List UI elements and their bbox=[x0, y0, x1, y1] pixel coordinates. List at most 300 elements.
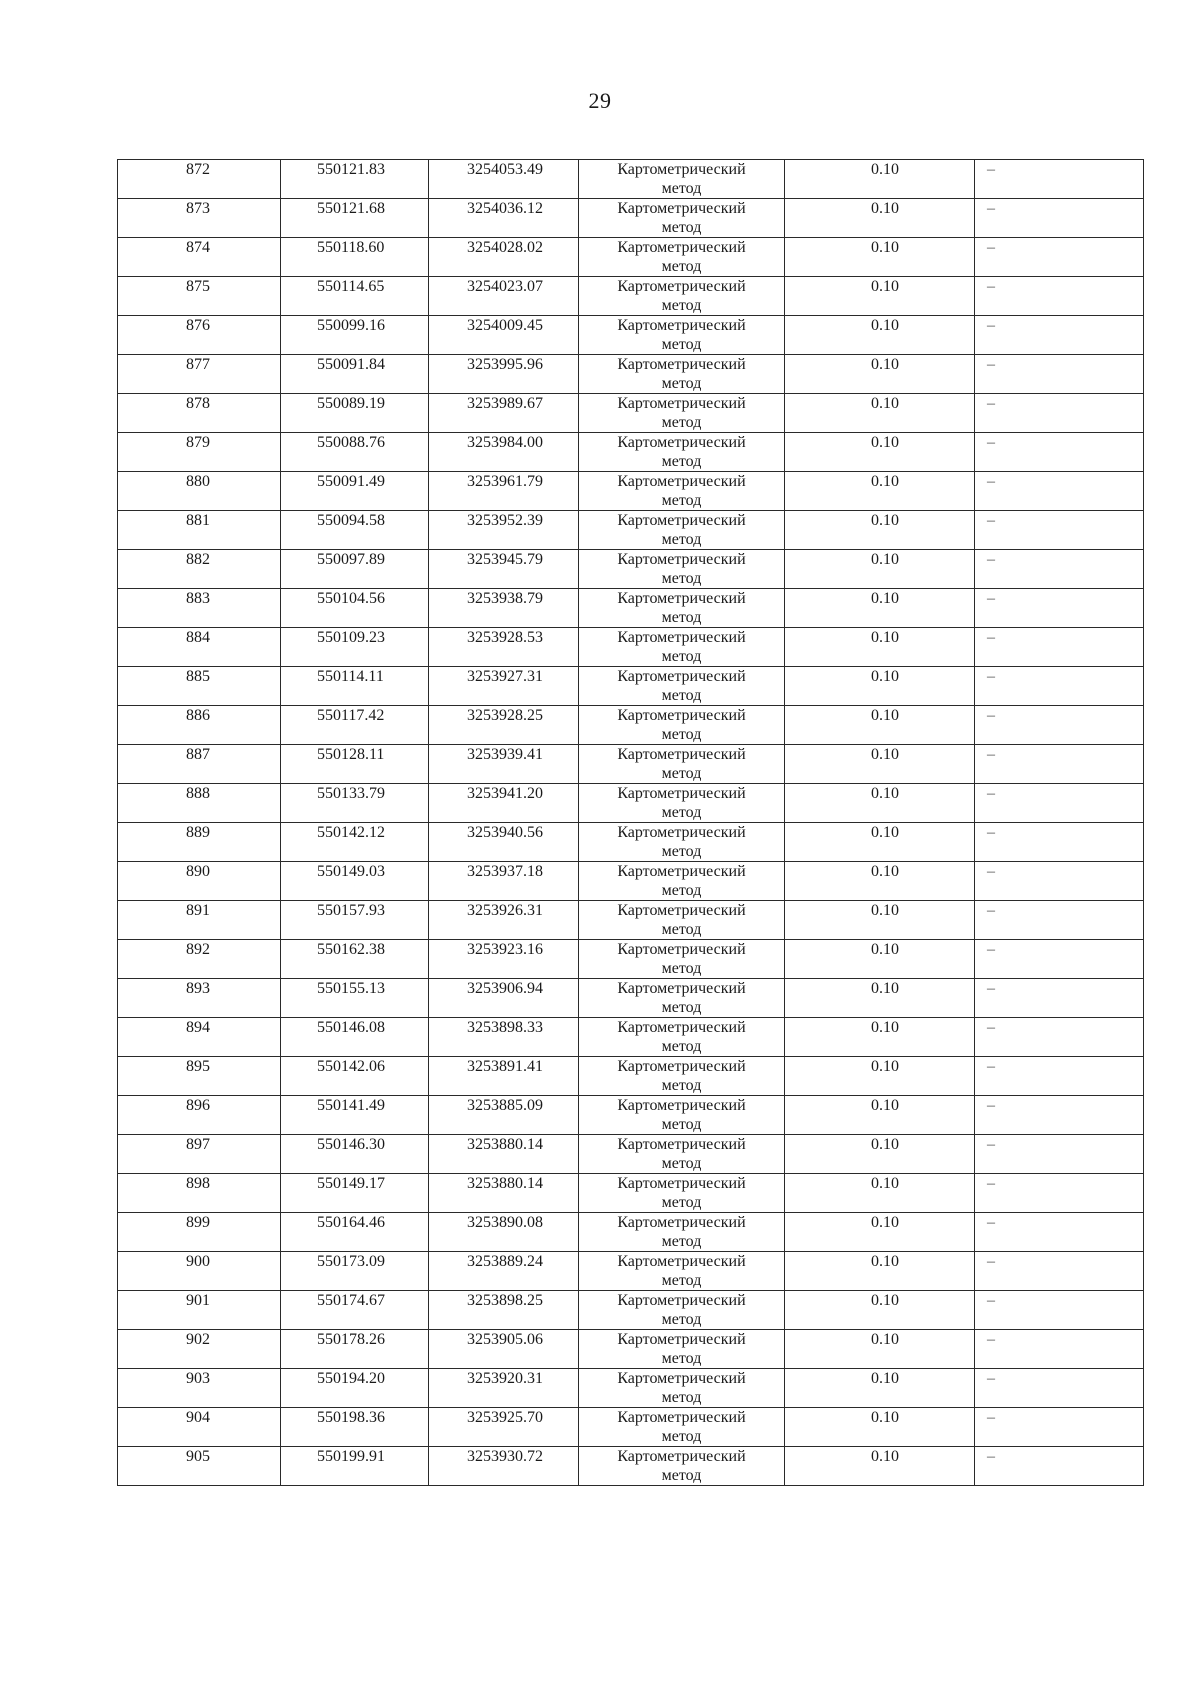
method-line-1: Картометрический bbox=[617, 1409, 746, 1426]
y-coordinate-cell: 3254053.49 bbox=[429, 160, 579, 199]
accuracy-cell: 0.10 bbox=[785, 784, 975, 823]
method-cell bbox=[579, 1252, 785, 1291]
point-number-cell: 890 bbox=[118, 862, 281, 901]
x-coordinate-cell: 550099.16 bbox=[281, 316, 429, 355]
table-row bbox=[118, 472, 1144, 511]
accuracy-cell: 0.10 bbox=[785, 589, 975, 628]
method-cell bbox=[579, 472, 785, 511]
method-line-1: Картометрический bbox=[617, 356, 746, 373]
x-coordinate-cell: 550142.06 bbox=[281, 1057, 429, 1096]
method-cell bbox=[579, 745, 785, 784]
method-line-2: метод bbox=[661, 297, 702, 314]
note-cell: – bbox=[975, 511, 1144, 550]
method-line-2: метод bbox=[661, 1467, 702, 1484]
note-cell: – bbox=[975, 199, 1144, 238]
accuracy-cell: 0.10 bbox=[785, 667, 975, 706]
point-number-cell: 897 bbox=[118, 1135, 281, 1174]
method-line-1: Картометрический bbox=[617, 824, 746, 841]
x-coordinate-cell: 550194.20 bbox=[281, 1369, 429, 1408]
x-coordinate-cell: 550114.11 bbox=[281, 667, 429, 706]
accuracy-cell: 0.10 bbox=[785, 1447, 975, 1486]
method-line-1: Картометрический bbox=[617, 200, 746, 217]
method-line-2: метод bbox=[661, 492, 702, 509]
table-row bbox=[118, 940, 1144, 979]
method-line-1: Картометрический bbox=[617, 551, 746, 568]
table-row bbox=[118, 1252, 1144, 1291]
note-cell: – bbox=[975, 394, 1144, 433]
point-number-cell: 888 bbox=[118, 784, 281, 823]
method-line-2: метод bbox=[661, 570, 702, 587]
note-cell: – bbox=[975, 1369, 1144, 1408]
x-coordinate-cell: 550088.76 bbox=[281, 433, 429, 472]
point-number-cell: 898 bbox=[118, 1174, 281, 1213]
note-cell: – bbox=[975, 238, 1144, 277]
point-number-cell: 878 bbox=[118, 394, 281, 433]
accuracy-cell: 0.10 bbox=[785, 511, 975, 550]
method-cell bbox=[579, 901, 785, 940]
method-line-1: Картометрический bbox=[617, 434, 746, 451]
x-coordinate-cell: 550117.42 bbox=[281, 706, 429, 745]
y-coordinate-cell: 3253880.14 bbox=[429, 1135, 579, 1174]
point-number-cell: 892 bbox=[118, 940, 281, 979]
method-cell bbox=[579, 784, 785, 823]
x-coordinate-cell: 550091.84 bbox=[281, 355, 429, 394]
accuracy-cell: 0.10 bbox=[785, 1408, 975, 1447]
method-cell bbox=[579, 1096, 785, 1135]
table-row bbox=[118, 979, 1144, 1018]
point-number-cell: 887 bbox=[118, 745, 281, 784]
x-coordinate-cell: 550146.30 bbox=[281, 1135, 429, 1174]
method-line-1: Картометрический bbox=[617, 629, 746, 646]
method-line-1: Картометрический bbox=[617, 161, 746, 178]
point-number-cell: 872 bbox=[118, 160, 281, 199]
method-cell bbox=[579, 589, 785, 628]
note-cell: – bbox=[975, 1057, 1144, 1096]
method-cell bbox=[579, 1408, 785, 1447]
y-coordinate-cell: 3253923.16 bbox=[429, 940, 579, 979]
note-cell: – bbox=[975, 160, 1144, 199]
method-line-2: метод bbox=[661, 1038, 702, 1055]
x-coordinate-cell: 550162.38 bbox=[281, 940, 429, 979]
y-coordinate-cell: 3253939.41 bbox=[429, 745, 579, 784]
point-number-cell: 873 bbox=[118, 199, 281, 238]
method-line-1: Картометрический bbox=[617, 278, 746, 295]
table-row bbox=[118, 1369, 1144, 1408]
table-row bbox=[118, 1096, 1144, 1135]
method-cell bbox=[579, 706, 785, 745]
note-cell: – bbox=[975, 979, 1144, 1018]
table-row bbox=[118, 1135, 1144, 1174]
accuracy-cell: 0.10 bbox=[785, 1330, 975, 1369]
accuracy-cell: 0.10 bbox=[785, 706, 975, 745]
method-cell bbox=[579, 160, 785, 199]
y-coordinate-cell: 3253925.70 bbox=[429, 1408, 579, 1447]
y-coordinate-cell: 3254036.12 bbox=[429, 199, 579, 238]
table-row bbox=[118, 862, 1144, 901]
point-number-cell: 889 bbox=[118, 823, 281, 862]
point-number-cell: 899 bbox=[118, 1213, 281, 1252]
method-line-1: Картометрический bbox=[617, 1097, 746, 1114]
note-cell: – bbox=[975, 1018, 1144, 1057]
table-row bbox=[118, 1018, 1144, 1057]
point-number-cell: 886 bbox=[118, 706, 281, 745]
accuracy-cell: 0.10 bbox=[785, 433, 975, 472]
method-line-2: метод bbox=[661, 1311, 702, 1328]
method-line-2: метод bbox=[661, 921, 702, 938]
note-cell: – bbox=[975, 706, 1144, 745]
method-line-1: Картометрический bbox=[617, 1214, 746, 1231]
note-cell: – bbox=[975, 1408, 1144, 1447]
note-cell: – bbox=[975, 1330, 1144, 1369]
x-coordinate-cell: 550091.49 bbox=[281, 472, 429, 511]
y-coordinate-cell: 3253995.96 bbox=[429, 355, 579, 394]
method-line-2: метод bbox=[661, 1155, 702, 1172]
table-row bbox=[118, 433, 1144, 472]
y-coordinate-cell: 3253880.14 bbox=[429, 1174, 579, 1213]
x-coordinate-cell: 550118.60 bbox=[281, 238, 429, 277]
accuracy-cell: 0.10 bbox=[785, 355, 975, 394]
x-coordinate-cell: 550142.12 bbox=[281, 823, 429, 862]
table-row bbox=[118, 355, 1144, 394]
coordinates-table-body bbox=[118, 160, 1144, 1486]
method-line-1: Картометрический bbox=[617, 1019, 746, 1036]
method-cell bbox=[579, 316, 785, 355]
method-cell bbox=[579, 199, 785, 238]
note-cell: – bbox=[975, 1135, 1144, 1174]
accuracy-cell: 0.10 bbox=[785, 1291, 975, 1330]
note-cell: – bbox=[975, 1447, 1144, 1486]
accuracy-cell: 0.10 bbox=[785, 745, 975, 784]
coordinates-table bbox=[117, 159, 1144, 1486]
table-row bbox=[118, 589, 1144, 628]
table-row bbox=[118, 1447, 1144, 1486]
note-cell: – bbox=[975, 940, 1144, 979]
table-row bbox=[118, 667, 1144, 706]
method-cell bbox=[579, 862, 785, 901]
method-cell bbox=[579, 1213, 785, 1252]
method-cell bbox=[579, 277, 785, 316]
table-row bbox=[118, 394, 1144, 433]
y-coordinate-cell: 3253920.31 bbox=[429, 1369, 579, 1408]
method-line-1: Картометрический bbox=[617, 785, 746, 802]
y-coordinate-cell: 3253927.31 bbox=[429, 667, 579, 706]
y-coordinate-cell: 3254023.07 bbox=[429, 277, 579, 316]
table-row bbox=[118, 706, 1144, 745]
method-line-1: Картометрический bbox=[617, 902, 746, 919]
method-cell bbox=[579, 550, 785, 589]
method-line-2: метод bbox=[661, 531, 702, 548]
point-number-cell: 901 bbox=[118, 1291, 281, 1330]
y-coordinate-cell: 3253898.33 bbox=[429, 1018, 579, 1057]
method-line-1: Картометрический bbox=[617, 746, 746, 763]
x-coordinate-cell: 550157.93 bbox=[281, 901, 429, 940]
point-number-cell: 876 bbox=[118, 316, 281, 355]
method-line-1: Картометрический bbox=[617, 395, 746, 412]
point-number-cell: 896 bbox=[118, 1096, 281, 1135]
accuracy-cell: 0.10 bbox=[785, 238, 975, 277]
y-coordinate-cell: 3253885.09 bbox=[429, 1096, 579, 1135]
accuracy-cell: 0.10 bbox=[785, 901, 975, 940]
table-row bbox=[118, 823, 1144, 862]
accuracy-cell: 0.10 bbox=[785, 1213, 975, 1252]
method-line-2: метод bbox=[661, 804, 702, 821]
accuracy-cell: 0.10 bbox=[785, 160, 975, 199]
method-cell bbox=[579, 1057, 785, 1096]
page-number: 29 bbox=[588, 88, 612, 113]
point-number-cell: 880 bbox=[118, 472, 281, 511]
point-number-cell: 894 bbox=[118, 1018, 281, 1057]
point-number-cell: 885 bbox=[118, 667, 281, 706]
x-coordinate-cell: 550121.68 bbox=[281, 199, 429, 238]
method-line-2: метод bbox=[661, 1116, 702, 1133]
note-cell: – bbox=[975, 1096, 1144, 1135]
x-coordinate-cell: 550114.65 bbox=[281, 277, 429, 316]
method-line-2: метод bbox=[661, 1077, 702, 1094]
y-coordinate-cell: 3253930.72 bbox=[429, 1447, 579, 1486]
method-line-1: Картометрический bbox=[617, 980, 746, 997]
method-line-1: Картометрический bbox=[617, 1331, 746, 1348]
method-line-1: Картометрический bbox=[617, 1370, 746, 1387]
y-coordinate-cell: 3253890.08 bbox=[429, 1213, 579, 1252]
point-number-cell: 881 bbox=[118, 511, 281, 550]
y-coordinate-cell: 3253938.79 bbox=[429, 589, 579, 628]
x-coordinate-cell: 550199.91 bbox=[281, 1447, 429, 1486]
x-coordinate-cell: 550121.83 bbox=[281, 160, 429, 199]
x-coordinate-cell: 550109.23 bbox=[281, 628, 429, 667]
method-cell bbox=[579, 1135, 785, 1174]
method-line-2: метод bbox=[661, 1233, 702, 1250]
table-row bbox=[118, 550, 1144, 589]
accuracy-cell: 0.10 bbox=[785, 550, 975, 589]
point-number-cell: 877 bbox=[118, 355, 281, 394]
x-coordinate-cell: 550133.79 bbox=[281, 784, 429, 823]
method-line-2: метод bbox=[661, 609, 702, 626]
method-cell bbox=[579, 433, 785, 472]
accuracy-cell: 0.10 bbox=[785, 1057, 975, 1096]
y-coordinate-cell: 3253984.00 bbox=[429, 433, 579, 472]
note-cell: – bbox=[975, 784, 1144, 823]
method-line-2: метод bbox=[661, 1350, 702, 1367]
x-coordinate-cell: 550155.13 bbox=[281, 979, 429, 1018]
accuracy-cell: 0.10 bbox=[785, 862, 975, 901]
accuracy-cell: 0.10 bbox=[785, 1135, 975, 1174]
x-coordinate-cell: 550128.11 bbox=[281, 745, 429, 784]
accuracy-cell: 0.10 bbox=[785, 472, 975, 511]
y-coordinate-cell: 3253906.94 bbox=[429, 979, 579, 1018]
x-coordinate-cell: 550198.36 bbox=[281, 1408, 429, 1447]
method-cell bbox=[579, 1291, 785, 1330]
y-coordinate-cell: 3254009.45 bbox=[429, 316, 579, 355]
y-coordinate-cell: 3253926.31 bbox=[429, 901, 579, 940]
y-coordinate-cell: 3253945.79 bbox=[429, 550, 579, 589]
table-row bbox=[118, 628, 1144, 667]
method-line-1: Картометрический bbox=[617, 707, 746, 724]
method-cell bbox=[579, 1369, 785, 1408]
method-line-1: Картометрический bbox=[617, 1448, 746, 1465]
point-number-cell: 879 bbox=[118, 433, 281, 472]
note-cell: – bbox=[975, 550, 1144, 589]
note-cell: – bbox=[975, 628, 1144, 667]
method-line-1: Картометрический bbox=[617, 1058, 746, 1075]
method-line-2: метод bbox=[661, 1194, 702, 1211]
y-coordinate-cell: 3253898.25 bbox=[429, 1291, 579, 1330]
x-coordinate-cell: 550164.46 bbox=[281, 1213, 429, 1252]
table-row bbox=[118, 901, 1144, 940]
accuracy-cell: 0.10 bbox=[785, 1096, 975, 1135]
method-cell bbox=[579, 823, 785, 862]
accuracy-cell: 0.10 bbox=[785, 1252, 975, 1291]
table-row bbox=[118, 316, 1144, 355]
note-cell: – bbox=[975, 823, 1144, 862]
method-line-2: метод bbox=[661, 375, 702, 392]
y-coordinate-cell: 3253905.06 bbox=[429, 1330, 579, 1369]
note-cell: – bbox=[975, 745, 1144, 784]
table-row bbox=[118, 160, 1144, 199]
method-line-1: Картометрический bbox=[617, 1292, 746, 1309]
point-number-cell: 875 bbox=[118, 277, 281, 316]
y-coordinate-cell: 3253989.67 bbox=[429, 394, 579, 433]
table-row bbox=[118, 511, 1144, 550]
method-line-2: метод bbox=[661, 843, 702, 860]
method-line-1: Картометрический bbox=[617, 512, 746, 529]
point-number-cell: 893 bbox=[118, 979, 281, 1018]
accuracy-cell: 0.10 bbox=[785, 628, 975, 667]
x-coordinate-cell: 550104.56 bbox=[281, 589, 429, 628]
accuracy-cell: 0.10 bbox=[785, 1018, 975, 1057]
point-number-cell: 895 bbox=[118, 1057, 281, 1096]
method-line-2: метод bbox=[661, 960, 702, 977]
accuracy-cell: 0.10 bbox=[785, 199, 975, 238]
method-line-2: метод bbox=[661, 999, 702, 1016]
table-row bbox=[118, 277, 1144, 316]
x-coordinate-cell: 550174.67 bbox=[281, 1291, 429, 1330]
note-cell: – bbox=[975, 1252, 1144, 1291]
method-line-1: Картометрический bbox=[617, 941, 746, 958]
table-row bbox=[118, 238, 1144, 277]
method-cell bbox=[579, 628, 785, 667]
y-coordinate-cell: 3253940.56 bbox=[429, 823, 579, 862]
table-row bbox=[118, 1330, 1144, 1369]
table-row bbox=[118, 784, 1144, 823]
table-row bbox=[118, 199, 1144, 238]
y-coordinate-cell: 3253889.24 bbox=[429, 1252, 579, 1291]
y-coordinate-cell: 3253928.53 bbox=[429, 628, 579, 667]
x-coordinate-cell: 550097.89 bbox=[281, 550, 429, 589]
method-cell bbox=[579, 355, 785, 394]
method-line-2: метод bbox=[661, 453, 702, 470]
x-coordinate-cell: 550141.49 bbox=[281, 1096, 429, 1135]
method-line-2: метод bbox=[661, 336, 702, 353]
method-line-1: Картометрический bbox=[617, 1136, 746, 1153]
table-row bbox=[118, 1057, 1144, 1096]
point-number-cell: 900 bbox=[118, 1252, 281, 1291]
note-cell: – bbox=[975, 667, 1144, 706]
point-number-cell: 904 bbox=[118, 1408, 281, 1447]
point-number-cell: 903 bbox=[118, 1369, 281, 1408]
method-cell bbox=[579, 1174, 785, 1213]
note-cell: – bbox=[975, 589, 1144, 628]
method-line-2: метод bbox=[661, 258, 702, 275]
x-coordinate-cell: 550149.03 bbox=[281, 862, 429, 901]
method-line-1: Картометрический bbox=[617, 863, 746, 880]
method-line-1: Картометрический bbox=[617, 1253, 746, 1270]
note-cell: – bbox=[975, 277, 1144, 316]
accuracy-cell: 0.10 bbox=[785, 823, 975, 862]
y-coordinate-cell: 3253961.79 bbox=[429, 472, 579, 511]
y-coordinate-cell: 3253928.25 bbox=[429, 706, 579, 745]
method-cell bbox=[579, 1447, 785, 1486]
table-row bbox=[118, 1174, 1144, 1213]
y-coordinate-cell: 3253937.18 bbox=[429, 862, 579, 901]
point-number-cell: 883 bbox=[118, 589, 281, 628]
note-cell: – bbox=[975, 472, 1144, 511]
x-coordinate-cell: 550089.19 bbox=[281, 394, 429, 433]
note-cell: – bbox=[975, 355, 1144, 394]
method-cell bbox=[579, 511, 785, 550]
method-cell bbox=[579, 940, 785, 979]
accuracy-cell: 0.10 bbox=[785, 394, 975, 433]
note-cell: – bbox=[975, 1174, 1144, 1213]
accuracy-cell: 0.10 bbox=[785, 277, 975, 316]
method-cell bbox=[579, 979, 785, 1018]
method-line-2: метод bbox=[661, 1428, 702, 1445]
y-coordinate-cell: 3253891.41 bbox=[429, 1057, 579, 1096]
accuracy-cell: 0.10 bbox=[785, 979, 975, 1018]
method-line-1: Картометрический bbox=[617, 668, 746, 685]
x-coordinate-cell: 550149.17 bbox=[281, 1174, 429, 1213]
table-row bbox=[118, 1291, 1144, 1330]
accuracy-cell: 0.10 bbox=[785, 316, 975, 355]
x-coordinate-cell: 550178.26 bbox=[281, 1330, 429, 1369]
method-line-2: метод bbox=[661, 882, 702, 899]
method-line-2: метод bbox=[661, 180, 702, 197]
accuracy-cell: 0.10 bbox=[785, 1174, 975, 1213]
note-cell: – bbox=[975, 433, 1144, 472]
method-cell bbox=[579, 667, 785, 706]
y-coordinate-cell: 3253941.20 bbox=[429, 784, 579, 823]
note-cell: – bbox=[975, 1213, 1144, 1252]
method-line-1: Картометрический bbox=[617, 473, 746, 490]
x-coordinate-cell: 550173.09 bbox=[281, 1252, 429, 1291]
table-row bbox=[118, 1408, 1144, 1447]
method-line-2: метод bbox=[661, 414, 702, 431]
table-row bbox=[118, 1213, 1144, 1252]
method-line-2: метод bbox=[661, 687, 702, 704]
method-line-2: метод bbox=[661, 219, 702, 236]
note-cell: – bbox=[975, 1291, 1144, 1330]
accuracy-cell: 0.10 bbox=[785, 940, 975, 979]
point-number-cell: 874 bbox=[118, 238, 281, 277]
x-coordinate-cell: 550094.58 bbox=[281, 511, 429, 550]
point-number-cell: 902 bbox=[118, 1330, 281, 1369]
method-cell bbox=[579, 1330, 785, 1369]
method-line-2: метод bbox=[661, 648, 702, 665]
y-coordinate-cell: 3254028.02 bbox=[429, 238, 579, 277]
method-line-2: метод bbox=[661, 1389, 702, 1406]
method-cell bbox=[579, 1018, 785, 1057]
point-number-cell: 884 bbox=[118, 628, 281, 667]
method-line-1: Картометрический bbox=[617, 590, 746, 607]
method-line-2: метод bbox=[661, 1272, 702, 1289]
method-line-1: Картометрический bbox=[617, 239, 746, 256]
point-number-cell: 882 bbox=[118, 550, 281, 589]
note-cell: – bbox=[975, 862, 1144, 901]
note-cell: – bbox=[975, 901, 1144, 940]
method-cell bbox=[579, 394, 785, 433]
method-cell bbox=[579, 238, 785, 277]
method-line-2: метод bbox=[661, 726, 702, 743]
y-coordinate-cell: 3253952.39 bbox=[429, 511, 579, 550]
